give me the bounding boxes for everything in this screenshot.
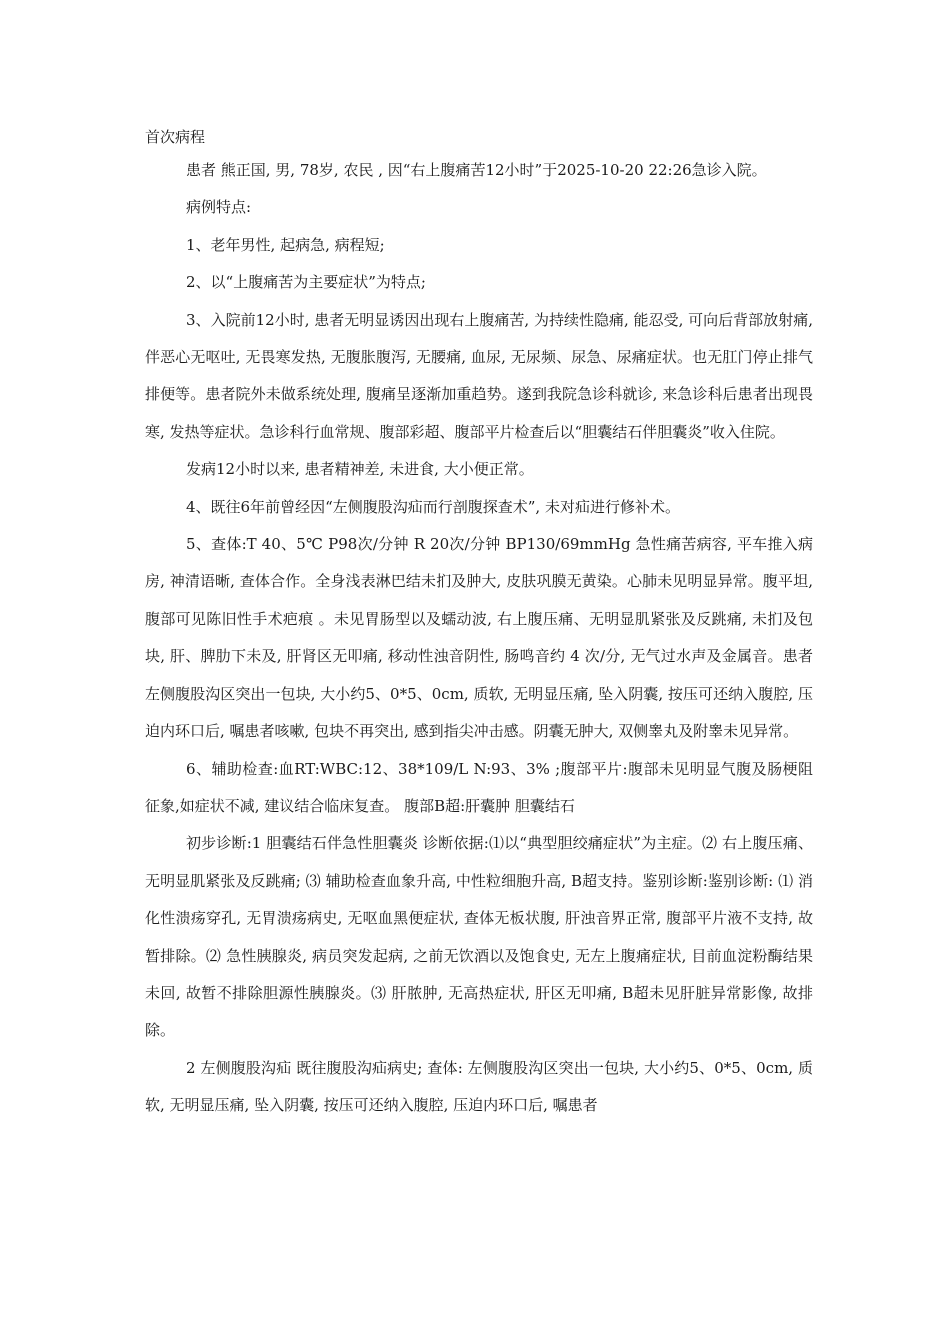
paragraph-diagnosis-1: 初步诊断:1 胆囊结石伴急性胆囊炎 诊断依据:⑴以“典型胆绞痛症状”为主症。⑵ 右上腹压痛、无明显肌紧张及反跳痛; ⑶ 辅助检查血象升高, 中性粒细胞升高, B超支持。鉴别诊断:鉴别诊断: ⑴ 消化性溃疡穿孔, 无胃溃疡病史, 无呕血黑便症状, 查体无板状腹, 肝浊音界正常, 腹部平片液不支持, 故暂排除。⑵ 急性胰腺炎, 病员突发起病, 之前无饮酒以及饱食史, 无左上腹痛症状, 目前血淀粉酶结果未回, 故暂不排除胆源性胰腺炎。⑶ 肝脓肿, 无高热症状, 肝区无叩痛, B超未见肝脏异常影像, 故排除。 [145, 834, 813, 1040]
paragraph-physical-exam: 5、查体:T 40、5℃ P98次/分钟 R 20次/分钟 BP130/69mmHg 急性痛苦病容, 平车推入病房, 神清语晰, 查体合作。全身浅表淋巴结未扪及肿大, 皮肤巩膜无黄染。心肺未见明显异常。腹平坦, 腹部可见陈旧性手术疤痕 。未见胃肠型以及蠕动波, 右上腹压痛、无明显肌紧张及反跳痛, 未扪及包块, 肝、脾肋下未及, 肝肾区无叩痛, 移动性浊音阴性, 肠鸣音约 4 次/分, 无气过水声及金属音。患者左侧腹股沟区突出一包块, 大小约5、0*5、0cm, 质软, 无明显压痛, 坠入阴囊, 按压可还纳入腹腔, 压迫内环口后, 嘱患者咳嗽, 包块不再突出, 感到指尖冲击感。阴囊无肿大, 双侧睾丸及附睾未见异常。 [145, 535, 813, 741]
document-page [145, 122, 813, 1125]
paragraph-case-features-heading: 病例特点: [186, 198, 252, 217]
paragraph-auxiliary-exam: 6、辅助检查:血RT:WBC:12、38*109/L N:93、3% ;腹部平片:腹部未见明显气腹及肠梗阻征象,如症状不减, 建议结合临床复查。 腹部B超:肝囊肿 胆囊结石 [145, 759, 813, 815]
paragraph-feature-2: 2、以“上腹痛苦为主要症状”为特点; [186, 273, 426, 292]
paragraph-general-condition: 发病12小时以来, 患者精神差, 未进食, 大小便正常。 [186, 460, 534, 479]
document-title: 首次病程 [145, 128, 206, 146]
paragraph-feature-4: 4、既往6年前曾经因“左侧腹股沟疝而行剖腹探查术”, 未对疝进行修补术。 [186, 497, 680, 516]
paragraph-diagnosis-2: 2 左侧腹股沟疝 既往腹股沟疝病史; 查体: 左侧腹股沟区突出一包块, 大小约5、0*5、0cm, 质软, 无明显压痛, 坠入阴囊, 按压可还纳入腹腔, 压迫内环口后, 嘱患者 [145, 1058, 813, 1115]
paragraph-feature-3: 3、入院前12小时, 患者无明显诱因出现右上腹痛苦, 为持续性隐痛, 能忍受, 可向后背部放射痛, 伴恶心无呕吐, 无畏寒发热, 无腹胀腹泻, 无腰痛, 血尿, 无尿频、尿急、尿痛症状。也无肛门停止排气排便等。患者院外未做系统处理, 腹痛呈逐渐加重趋势。遂到我院急诊科就诊, 来急诊科后患者出现畏寒, 发热等症状。急诊科行血常规、腹部彩超、腹部平片检查后以“胆囊结石伴胆囊炎”收入住院。 [145, 310, 813, 441]
paragraph-admission: 患者 熊正国, 男, 78岁, 农民 , 因“右上腹痛苦12小时”于2025-10-20 22:26急诊入院。 [186, 161, 767, 179]
paragraph-feature-1: 1、老年男性, 起病急, 病程短; [186, 235, 385, 254]
